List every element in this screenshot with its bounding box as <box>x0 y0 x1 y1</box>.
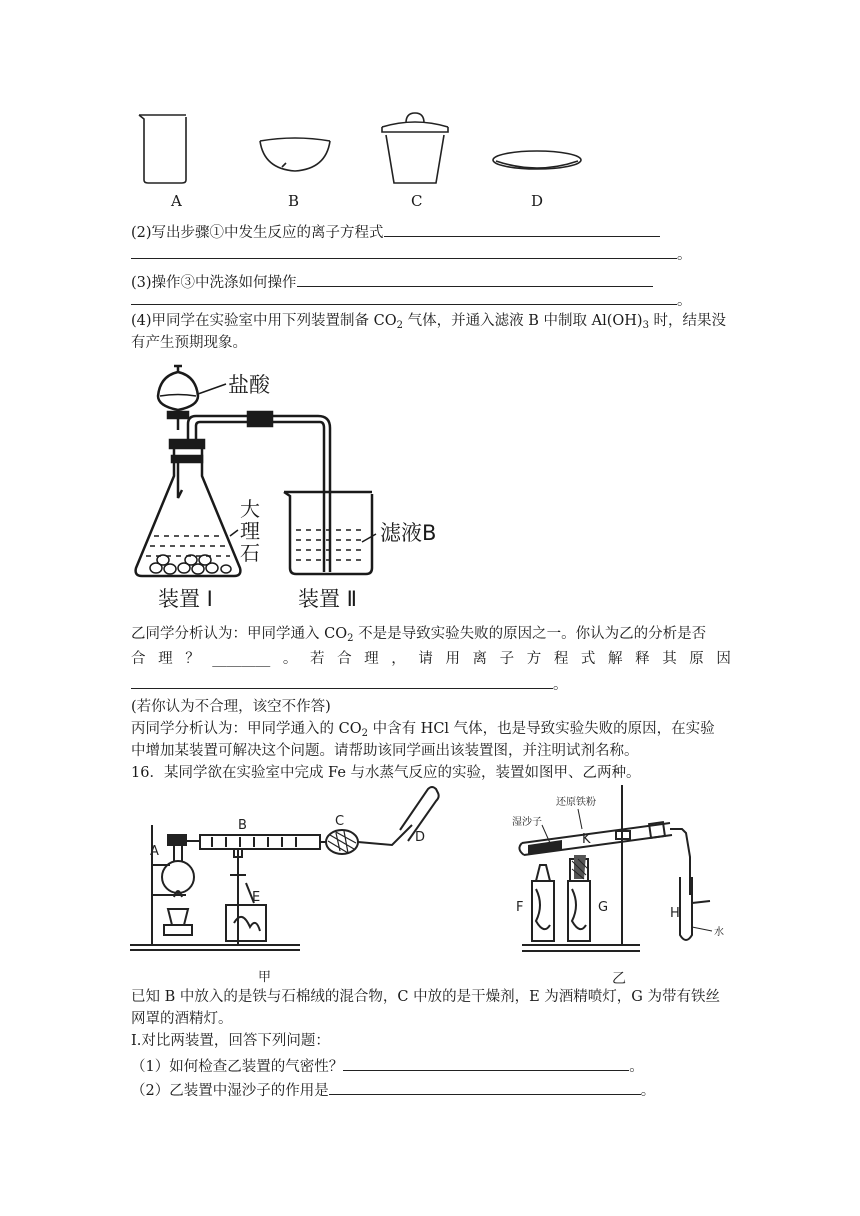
svg-text:石: 石 <box>240 541 260 565</box>
filtrate-b-label: 滤液B <box>380 521 437 545</box>
apparatus-label-a: A <box>171 192 182 210</box>
apparatus-figure <box>130 105 600 190</box>
beaker-icon <box>139 115 186 183</box>
section-heading: Ⅰ.对比两装置，回答下列问题： <box>131 1033 330 1049</box>
watch-glass-icon <box>493 151 581 169</box>
apparatus-label-d: D <box>531 192 544 210</box>
label-d: D <box>415 830 426 845</box>
answer-blank[interactable] <box>329 1080 641 1095</box>
question-3: (3)操作③中洗涤如何操作 <box>131 272 653 292</box>
analysis-paragraph-3: 丙同学分析认为：甲同学通入的 $CO_2$ 中含有 HCl 气体，也是导致实验失败的原因，在实验 <box>131 721 715 739</box>
info-paragraph: 已知 B 中放入的是铁与石棉绒的混合物，C 中放的是干燥剂，E 为酒精喷灯，G 为带有铁丝 <box>131 989 720 1005</box>
label-c: C <box>335 814 345 829</box>
iron-powder-label: 还原铁粉 <box>556 797 596 808</box>
sub-question-2: （2）乙装置中湿沙子的作用是 。 <box>131 1080 655 1100</box>
sub-question-1: （1）如何检查乙装置的气密性？ 。 <box>131 1056 644 1076</box>
analysis-paragraph-1: 乙同学分析认为：甲同学通入 $CO_2$ 不是是导致实验失败的原因之一。你认为乙的分析是否 <box>131 626 707 644</box>
answer-blank[interactable] <box>131 674 553 689</box>
co2-apparatus-figure <box>130 360 460 615</box>
answer-blank[interactable] <box>343 1056 629 1071</box>
label-e: E <box>252 890 261 905</box>
label-b: B <box>238 818 247 833</box>
fe-steam-apparatus-figure <box>130 785 740 990</box>
label-a: A <box>150 844 159 859</box>
analysis-paragraph-2: 合 理 ？ ________ 。 若 合 理 ， 请 用 离 子 方 程 式 解 释 其 原 因 <box>131 651 731 667</box>
wet-sand-label: 湿沙子 <box>512 817 542 828</box>
label-k: K <box>582 832 591 847</box>
question-4: (4)甲同学在实验室中用下列装置制备 $CO_2$ 气体，并通入滤液 B 中制取 $Al(OH)_3$ 时，结果没 <box>131 313 727 331</box>
apparatus-label-b: B <box>288 192 300 210</box>
apparatus-label-c: C <box>411 192 423 210</box>
answer-blank[interactable] <box>131 244 677 259</box>
device-1-label: 装置 Ⅰ <box>158 587 213 611</box>
caption-yi: 乙 <box>612 971 626 987</box>
hydrochloric-acid-label: 盐酸 <box>228 373 270 397</box>
evaporating-dish-icon <box>260 138 330 171</box>
label-h: H <box>670 906 680 921</box>
caption-jia: 甲 <box>258 970 272 985</box>
answer-blank[interactable] <box>297 272 653 287</box>
label-f: F <box>516 900 524 915</box>
question-2: (2)写出步骤①中发生反应的离子方程式 <box>131 222 660 242</box>
answer-blank[interactable] <box>384 222 660 237</box>
water-label: 水 <box>714 927 724 938</box>
label-g: G <box>598 900 609 915</box>
answer-blank[interactable] <box>131 290 677 305</box>
device-2-label: 装置 Ⅱ <box>298 587 358 611</box>
crucible-icon <box>382 113 448 183</box>
svg-text:大: 大 <box>240 497 260 521</box>
question-16: 16．某同学欲在实验室中完成 Fe 与水蒸气反应的实验，装置如图甲、乙两种。 <box>131 765 641 781</box>
svg-text:理: 理 <box>240 519 260 543</box>
